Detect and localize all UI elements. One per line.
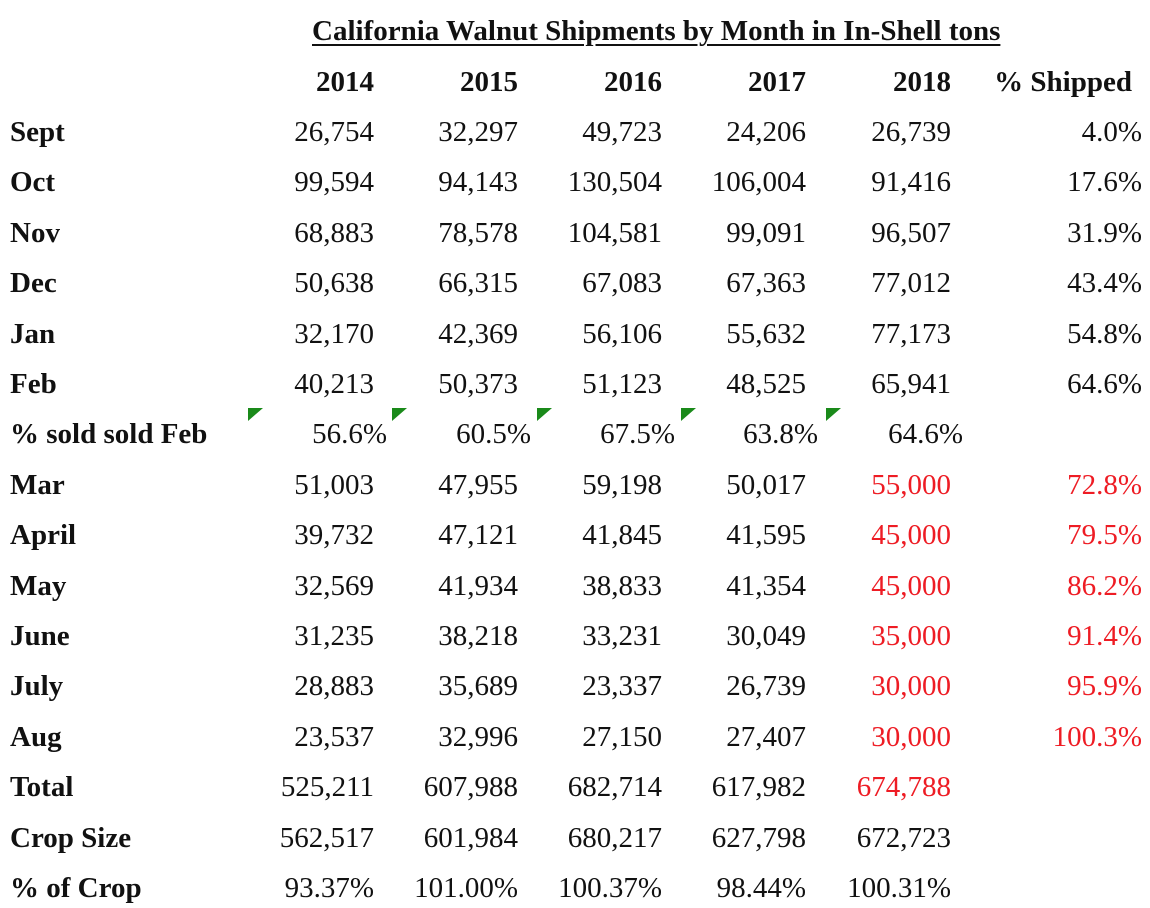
row-label: May — [10, 569, 67, 602]
column-header-y2015: 2015 — [460, 66, 518, 98]
cell-y2018: 65,941 — [871, 368, 951, 400]
cell-y2017: 41,354 — [726, 569, 806, 602]
cell-y2015: 66,315 — [438, 267, 518, 300]
cell-y2018: 55,000 — [871, 468, 951, 501]
cell-y2017: 27,407 — [726, 720, 806, 753]
comment-indicator-icon[interactable] — [248, 408, 263, 421]
cell-y2018: 674,788 — [856, 771, 951, 804]
cell-pct-shipped: 4.0% — [1081, 116, 1142, 148]
cell-y2016: 56,106 — [582, 317, 662, 350]
cell-y2017: 24,206 — [726, 116, 806, 148]
cell-y2016: 23,337 — [582, 670, 662, 703]
cell-y2017: 627,798 — [711, 821, 806, 854]
cell-y2015: 101.00% — [414, 872, 518, 904]
cell-y2014: 28,883 — [294, 670, 374, 703]
cell-y2015: 32,996 — [438, 720, 518, 753]
row-label: June — [10, 620, 70, 652]
comment-indicator-icon[interactable] — [681, 408, 696, 421]
cell-y2018: 96,507 — [871, 216, 951, 249]
cell-y2015: 94,143 — [438, 166, 518, 199]
cell-y2016: 67,083 — [582, 267, 662, 300]
cell-pct-shipped: 72.8% — [1067, 468, 1142, 501]
cell-y2016: 59,198 — [582, 468, 662, 501]
comment-indicator-icon[interactable] — [826, 408, 841, 421]
cell-y2018: 77,173 — [871, 317, 951, 350]
cell-y2017: 55,632 — [726, 317, 806, 350]
cell-y2016: 33,231 — [582, 620, 662, 652]
cell-y2016: 680,217 — [567, 821, 662, 854]
cell-pct-shipped: 86.2% — [1067, 569, 1142, 602]
row-label: % of Crop — [10, 872, 142, 904]
cell-y2017: 106,004 — [711, 166, 806, 199]
row-label: Aug — [10, 720, 62, 753]
cell-y2015: 601,984 — [423, 821, 518, 854]
cell-pct-shipped: 64.6% — [1067, 368, 1142, 400]
cell-y2014: 23,537 — [294, 720, 374, 753]
cell-y2018: 77,012 — [871, 267, 951, 300]
row-label: Oct — [10, 166, 56, 199]
cell-y2017: 63.8% — [743, 418, 818, 451]
cell-y2018: 30,000 — [871, 670, 951, 703]
column-header-y2016: 2016 — [604, 66, 662, 98]
cell-y2015: 41,934 — [438, 569, 518, 602]
cell-y2014: 99,594 — [294, 166, 374, 199]
cell-y2018: 30,000 — [871, 720, 951, 753]
cell-y2017: 30,049 — [726, 620, 806, 652]
cell-y2016: 27,150 — [582, 720, 662, 753]
column-header-y2017: 2017 — [748, 66, 806, 98]
cell-y2017: 41,595 — [726, 519, 806, 552]
cell-y2017: 98.44% — [716, 872, 806, 904]
cell-y2014: 68,883 — [294, 216, 374, 249]
column-header-y2014: 2014 — [316, 66, 374, 98]
column-header-y2018: 2018 — [893, 66, 951, 98]
cell-y2016: 104,581 — [567, 216, 662, 249]
cell-y2018: 26,739 — [871, 116, 951, 148]
cell-pct-shipped: 91.4% — [1067, 620, 1142, 652]
row-label: Mar — [10, 468, 65, 501]
cell-y2017: 67,363 — [726, 267, 806, 300]
row-label: July — [10, 670, 64, 703]
row-label: % sold sold Feb — [10, 418, 208, 451]
cell-y2016: 49,723 — [582, 116, 662, 148]
cell-y2017: 26,739 — [726, 670, 806, 703]
cell-y2014: 50,638 — [294, 267, 374, 300]
cell-y2018: 672,723 — [856, 821, 951, 854]
cell-y2015: 32,297 — [438, 116, 518, 148]
cell-y2015: 42,369 — [438, 317, 518, 350]
cell-pct-shipped: 79.5% — [1067, 519, 1142, 552]
cell-y2015: 50,373 — [438, 368, 518, 400]
cell-pct-shipped: 17.6% — [1067, 166, 1142, 199]
cell-y2014: 26,754 — [294, 116, 374, 148]
cell-pct-shipped: 43.4% — [1067, 267, 1142, 300]
cell-y2016: 67.5% — [600, 418, 675, 451]
cell-y2017: 48,525 — [726, 368, 806, 400]
cell-y2017: 99,091 — [726, 216, 806, 249]
row-label: April — [10, 519, 77, 552]
cell-y2014: 56.6% — [312, 418, 387, 451]
row-label: Feb — [10, 368, 57, 400]
cell-y2017: 617,982 — [711, 771, 806, 804]
cell-pct-shipped: 95.9% — [1067, 670, 1142, 703]
row-label: Total — [10, 771, 74, 804]
table-title: California Walnut Shipments by Month in In-Shell tons — [312, 15, 1001, 47]
cell-y2015: 38,218 — [438, 620, 518, 652]
cell-y2018: 45,000 — [871, 519, 951, 552]
cell-y2015: 35,689 — [438, 670, 518, 703]
row-label: Crop Size — [10, 821, 132, 854]
cell-y2017: 50,017 — [726, 468, 806, 501]
cell-y2014: 32,170 — [294, 317, 374, 350]
cell-y2014: 562,517 — [279, 821, 374, 854]
row-label: Dec — [10, 267, 57, 300]
cell-y2014: 39,732 — [294, 519, 374, 552]
cell-y2014: 32,569 — [294, 569, 374, 602]
cell-y2018: 100.31% — [847, 872, 951, 904]
cell-y2015: 47,121 — [438, 519, 518, 552]
cell-y2015: 607,988 — [423, 771, 518, 804]
cell-y2014: 93.37% — [284, 872, 374, 904]
cell-y2014: 40,213 — [294, 368, 374, 400]
cell-y2014: 525,211 — [280, 771, 374, 804]
cell-y2018: 64.6% — [888, 418, 963, 451]
cell-pct-shipped: 54.8% — [1067, 317, 1142, 350]
cell-y2018: 45,000 — [871, 569, 951, 602]
cell-y2015: 78,578 — [438, 216, 518, 249]
row-label: Jan — [10, 317, 56, 350]
cell-y2018: 91,416 — [871, 166, 951, 199]
cell-y2016: 130,504 — [567, 166, 662, 199]
row-label: Nov — [10, 216, 60, 249]
comment-indicator-icon[interactable] — [537, 408, 552, 421]
cell-y2016: 100.37% — [558, 872, 662, 904]
cell-y2016: 51,123 — [582, 368, 662, 400]
cell-pct-shipped: 31.9% — [1067, 216, 1142, 249]
cell-y2016: 38,833 — [582, 569, 662, 602]
cell-y2018: 35,000 — [871, 620, 951, 652]
row-label: Sept — [10, 116, 65, 148]
cell-y2015: 47,955 — [438, 468, 518, 501]
cell-y2014: 31,235 — [294, 620, 374, 652]
cell-pct-shipped: 100.3% — [1052, 720, 1142, 753]
column-header-pct-shipped: % Shipped — [994, 66, 1132, 98]
cell-y2016: 682,714 — [567, 771, 662, 804]
cell-y2014: 51,003 — [294, 468, 374, 501]
cell-y2015: 60.5% — [456, 418, 531, 451]
comment-indicator-icon[interactable] — [392, 408, 407, 421]
cell-y2016: 41,845 — [582, 519, 662, 552]
